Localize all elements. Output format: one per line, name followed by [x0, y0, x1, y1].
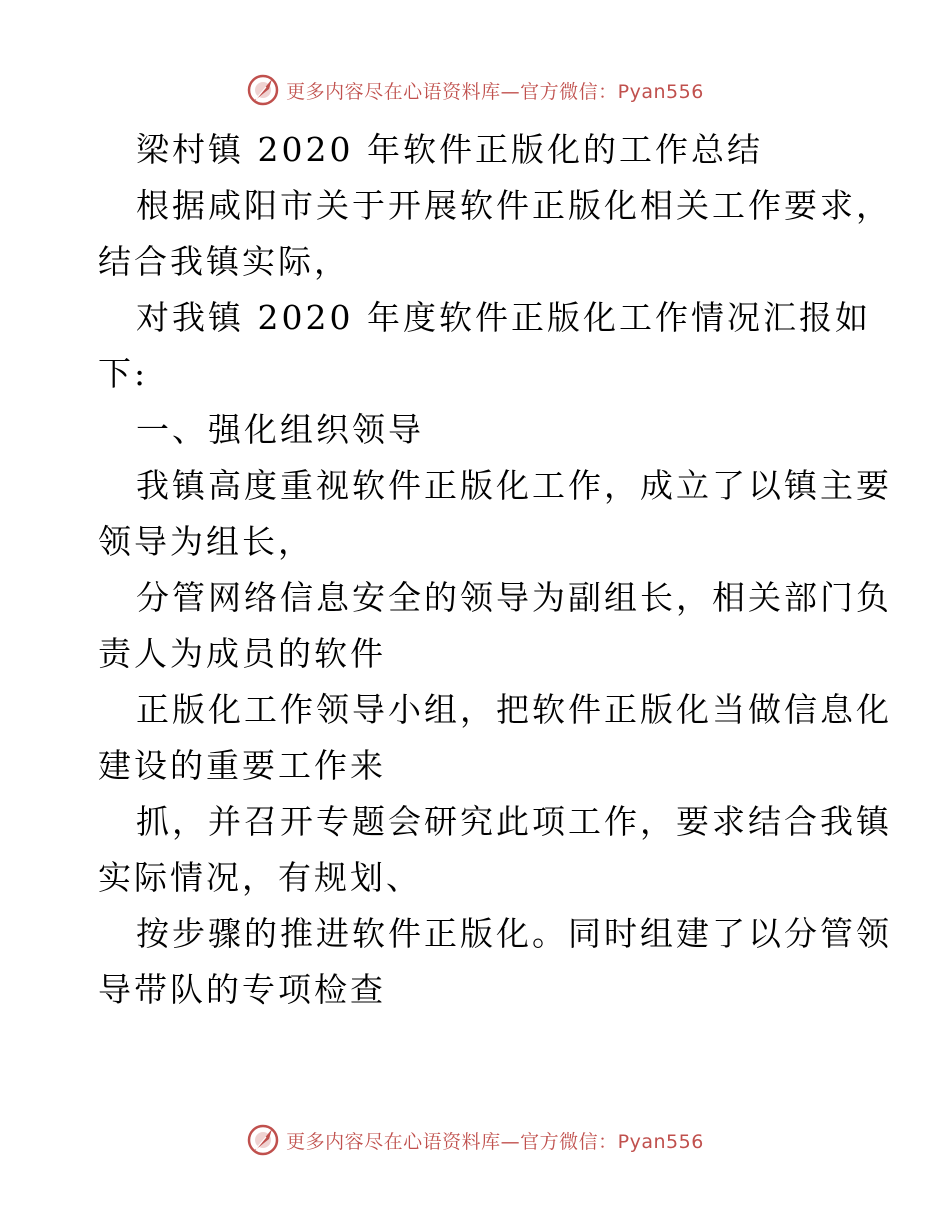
paragraph-line: 责人为成员的软件: [98, 634, 386, 673]
footer-banner-text: 更多内容尽在心语资料库—官方微信：Pyan556: [286, 1130, 704, 1153]
header-banner: [0, 70, 950, 110]
paragraph-line: 我镇高度重视软件正版化工作，成立了以镇主要: [136, 466, 892, 505]
paragraph-line: 分管网络信息安全的领导为副组长，相关部门负: [136, 578, 892, 617]
paragraph-line: 抓，并召开专题会研究此项工作，要求结合我镇: [136, 802, 892, 841]
paragraph-line: 正版化工作领导小组，把软件正版化当做信息化: [136, 690, 892, 729]
paragraph-line: 下:: [98, 354, 149, 393]
document-body: [98, 122, 892, 1018]
quill-seal-icon: [246, 73, 280, 107]
paragraph-line: 结合我镇实际，: [98, 242, 350, 281]
section-heading: 一、强化组织领导: [136, 410, 424, 449]
document-title: 梁村镇 2020 年软件正版化的工作总结: [136, 130, 763, 169]
paragraph-line: 建设的重要工作来: [98, 746, 386, 785]
paragraph-line: 实际情况，有规划、: [98, 858, 422, 897]
paragraph-line: 领导为组长，: [98, 522, 314, 561]
paragraph-line: 根据咸阳市关于开展软件正版化相关工作要求，: [136, 186, 892, 225]
footer-banner: [0, 1120, 950, 1160]
paragraph-line: 按步骤的推进软件正版化。同时组建了以分管领: [136, 914, 892, 953]
header-banner-text: 更多内容尽在心语资料库—官方微信：Pyan556: [286, 80, 704, 103]
paragraph-line: 导带队的专项检查: [98, 970, 386, 1009]
quill-seal-icon: [246, 1123, 280, 1157]
paragraph-line: 对我镇 2020 年度软件正版化工作情况汇报如: [136, 298, 871, 337]
